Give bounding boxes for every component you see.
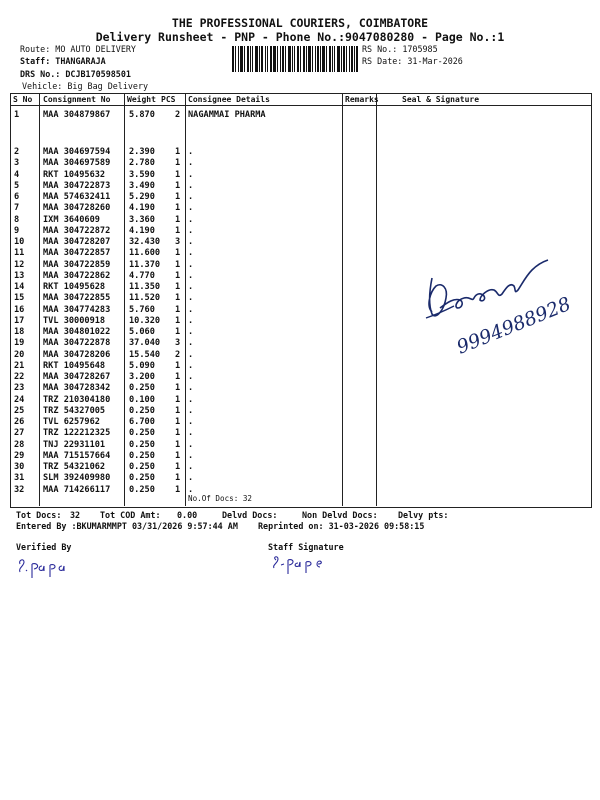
row-consignment: MAA 304728206 [43,349,111,360]
row-pcs: 1 [175,169,181,180]
col-divider [185,93,186,506]
row-pcs: 1 [175,248,181,259]
row-weight: 0.250 [129,383,155,394]
row-sno: 13 [14,270,25,281]
row-consignee: . [188,349,194,360]
row-sno: 32 [14,484,25,495]
row-pcs: 1 [175,192,181,202]
row-sno: 4 [14,169,20,180]
row-sno: 15 [14,293,25,304]
row-consignee: . [188,450,194,461]
row-consignee: . [188,237,194,247]
row-consignee: . [188,203,194,214]
row-sno: 19 [14,338,25,349]
row-sno: 31 [14,473,25,484]
row-consignee: . [188,225,194,236]
row-pcs: 1 [175,282,181,292]
rs-date: RS Date: 31-Mar-2026 [362,56,463,66]
row-pcs: 1 [175,484,181,495]
row-pcs: 1 [175,225,181,236]
row-pcs: 1 [175,473,181,484]
row-sno: 30 [14,462,25,472]
entered-by: Entered By :BKUMARMMPT 03/31/2026 9:57:44 AM [16,521,238,531]
row-weight: 37.040 [129,338,161,349]
row-consignee: . [188,169,194,180]
row-sno: 17 [14,315,25,326]
row-weight: 6.700 [129,417,155,427]
row-consignment: MAA 304722862 [43,270,111,281]
row-weight: 0.250 [129,450,155,461]
row-weight: 3.490 [129,180,155,191]
col-header-weight: Weight [127,95,156,104]
row-consignment: MAA 304722859 [43,259,111,270]
row-consignment: MAA 304801022 [43,327,111,337]
runsheet-title: Delivery Runsheet - PNP - Phone No.:9047080280 - Page No.:1 [95,30,505,44]
route-label: Route: MO AUTO DELIVERY [20,44,136,54]
row-weight: 0.250 [129,462,155,472]
row-sno: 11 [14,248,25,259]
row-pcs: 1 [175,405,181,416]
row-weight: 3.200 [129,372,155,382]
row-consignment: RKT 10495632 [43,169,106,180]
row-weight: 0.250 [129,428,155,439]
delvy-pts-label: Delvy pts: [398,510,449,520]
row-pcs: 1 [175,180,181,191]
row-consignee: . [188,158,194,169]
row-weight: 0.100 [129,394,155,405]
col-header-consignee: Consignee Details [188,95,270,104]
row-sno: 23 [14,383,25,394]
vehicle-label: Vehicle: Big Bag Delivery [22,81,149,91]
row-sno: 2 [14,147,20,157]
barcode [232,46,358,72]
row-sno: 9 [14,225,20,236]
rs-number: RS No.: 1705985 [362,44,438,54]
row-consignment: TNJ 22931101 [43,439,106,450]
row-pcs: 1 [175,259,181,270]
col-header-consignment: Consignment No [43,95,111,104]
row-pcs: 1 [175,158,181,169]
row-sno: 25 [14,405,25,416]
row-sno: 6 [14,192,20,202]
row-consignment: MAA 715157664 [43,450,111,461]
staff-signature-label: Staff Signature [268,542,344,552]
row-consignee: . [188,192,194,202]
row-weight: 4.770 [129,270,155,281]
row-weight: 4.190 [129,203,155,214]
row-weight: 2.780 [129,158,155,169]
row-consignee: . [188,405,194,416]
row-consignment: MAA 304722872 [43,225,111,236]
row-pcs: 1 [175,293,181,304]
row-consignment: TVL 30000918 [43,315,106,326]
row-consignee: . [188,327,194,337]
row-sno: 29 [14,450,25,461]
col-header-remarks: Remarks [345,95,379,104]
row-consignee: . [188,462,194,472]
delvd-docs-label: Delvd Docs: [222,510,278,520]
non-delvd-docs-label: Non Delvd Docs: [302,510,378,520]
verifier-signature [16,556,86,578]
row-consignee: . [188,293,194,304]
row-consignee: . [188,315,194,326]
row-consignment: MAA 304697594 [43,147,111,157]
row-sno: 28 [14,439,25,450]
row-sno: 5 [14,180,20,191]
row-consignee: . [188,473,194,484]
row-pcs: 1 [175,450,181,461]
row-consignment: MAA 304774283 [43,304,111,315]
row-pcs: 1 [175,360,181,371]
row-consignment: TRZ 210304180 [43,394,111,405]
company-name: THE PROFESSIONAL COURIERS, COIMBATORE [171,16,429,30]
row-pcs: 1 [175,270,181,281]
row-sno: 20 [14,349,25,360]
row-consignment: MAA 304879867 [43,110,111,120]
row-consignment: MAA 304697589 [43,158,111,169]
row-pcs: 1 [175,327,181,337]
row-consignee: . [188,372,194,382]
row-weight: 3.590 [129,169,155,180]
row-sno: 18 [14,327,25,337]
row-weight: 0.250 [129,484,155,495]
row-consignee: . [188,248,194,259]
col-divider [376,93,377,506]
row-consignment: IXM 3640609 [43,214,100,225]
row-sno: 21 [14,360,25,371]
row-weight: 5.760 [129,304,155,315]
row-consignment: MAA 304722873 [43,180,111,191]
row-weight: 5.060 [129,327,155,337]
row-pcs: 1 [175,383,181,394]
row-consignment: TVL 6257962 [43,417,100,427]
col-header-pcs: PCS [161,95,176,104]
row-weight: 11.370 [129,259,161,270]
row-consignment: MAA 304722855 [43,293,111,304]
row-consignment: TRZ 122212325 [43,428,111,439]
row-consignee: . [188,383,194,394]
row-weight: 11.520 [129,293,161,304]
row-weight: 0.250 [129,439,155,450]
row-sno: 3 [14,158,20,169]
row-sno: 12 [14,259,25,270]
row-consignee: . [188,147,194,157]
row-pcs: 1 [175,462,181,472]
row-pcs: 1 [175,417,181,427]
no-of-docs: No.Of Docs: 32 [188,494,253,503]
row-weight: 2.390 [129,147,155,157]
row-consignee: . [188,259,194,270]
row-sno: 26 [14,417,25,427]
col-divider [39,93,40,506]
row-pcs: 3 [175,237,181,247]
row-sno: 7 [14,203,20,214]
row-sno: 27 [14,428,25,439]
row-consignment: RKT 10495648 [43,360,106,371]
row-pcs: 1 [175,315,181,326]
row-consignee: . [188,360,194,371]
row-consignee: . [188,439,194,450]
row-sno: 22 [14,372,25,382]
row-sno: 16 [14,304,25,315]
row-weight: 4.190 [129,225,155,236]
row-consignee: . [188,428,194,439]
row-consignee: . [188,180,194,191]
row-consignee: . [188,214,194,225]
row-weight: 3.360 [129,214,155,225]
row-weight: 11.350 [129,282,161,292]
col-header-seal: Seal & Signature [402,95,480,104]
row-sno: 1 [14,110,20,120]
row-pcs: 1 [175,203,181,214]
row-consignee: . [188,417,194,427]
tot-docs-value: 32 [70,510,81,520]
row-consignment: MAA 304728260 [43,203,111,214]
row-weight: 0.250 [129,473,155,484]
row-consignment: MAA 304728207 [43,237,111,247]
row-weight: 5.090 [129,360,155,371]
row-weight: 5.870 [129,110,155,120]
row-weight: 32.430 [129,237,161,247]
row-pcs: 1 [175,147,181,157]
receiver-phone: 9994988928 [453,292,574,359]
row-consignment: TRZ 54327005 [43,405,106,416]
row-consignment: TRZ 54321062 [43,462,106,472]
row-weight: 0.250 [129,405,155,416]
verified-by-label: Verified By [16,542,72,552]
tot-cod-label: Tot COD Amt: [100,510,161,520]
row-consignment: SLM 392409980 [43,473,111,484]
col-header-sno: S No [13,95,33,104]
row-pcs: 1 [175,439,181,450]
row-pcs: 1 [175,372,181,382]
row-pcs: 1 [175,304,181,315]
row-sno: 14 [14,282,25,292]
row-sno: 8 [14,214,20,225]
row-consignee: . [188,282,194,292]
row-consignee: . [188,394,194,405]
row-consignment: MAA 304728267 [43,372,111,382]
row-consignment: MAA 304722878 [43,338,111,349]
col-divider [124,93,125,506]
row-consignee: NAGAMMAI PHARMA [188,110,266,120]
col-divider [342,93,343,506]
tot-cod-value: 0.00 [177,510,198,520]
row-consignment: MAA 714266117 [43,484,111,495]
row-consignment: MAA 574632411 [43,192,111,202]
staff-handwritten-signature [270,554,340,576]
receiver-signature [418,258,590,368]
row-consignee: . [188,270,194,281]
row-pcs: 1 [175,428,181,439]
row-consignment: RKT 10495628 [43,282,106,292]
row-pcs: 1 [175,214,181,225]
row-weight: 10.320 [129,315,161,326]
row-pcs: 2 [175,349,181,360]
row-sno: 10 [14,237,25,247]
row-weight: 15.540 [129,349,161,360]
row-consignee: . [188,304,194,315]
tot-docs-label: Tot Docs: [16,510,62,520]
header-divider [10,105,591,106]
row-consignee: . [188,338,194,349]
drs-number: DRS No.: DCJB170598501 [20,69,131,79]
staff-label: Staff: THANGARAJA [20,56,106,66]
row-weight: 11.600 [129,248,161,259]
row-pcs: 3 [175,338,181,349]
reprinted-on: Reprinted on: 31-03-2026 09:58:15 [258,521,425,531]
row-consignment: MAA 304728342 [43,383,111,394]
row-weight: 5.290 [129,192,155,202]
row-consignee: . [188,484,194,495]
row-sno: 24 [14,394,25,405]
row-pcs: 1 [175,394,181,405]
row-pcs: 2 [175,110,181,120]
row-consignment: MAA 304722857 [43,248,111,259]
